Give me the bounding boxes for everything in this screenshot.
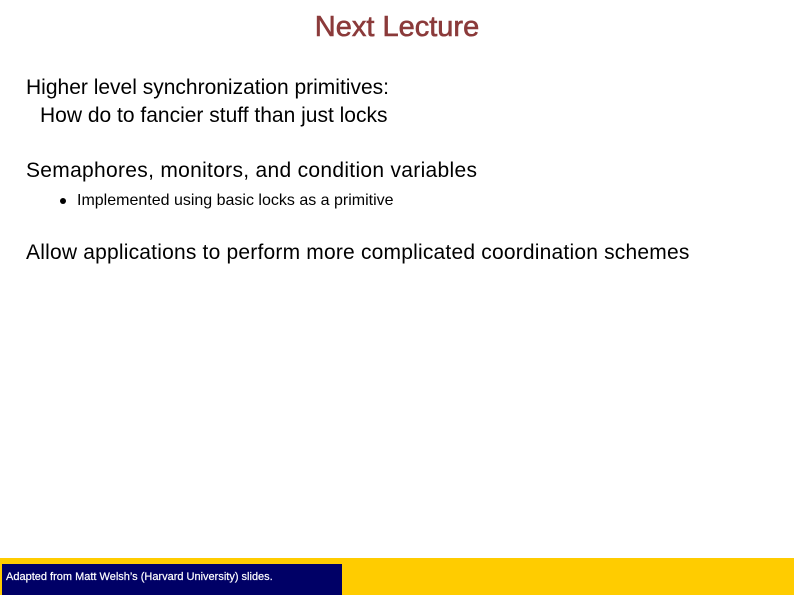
bullet-dot-icon bbox=[60, 198, 66, 204]
body-line-primitives: Higher level synchronization primitives: bbox=[26, 76, 389, 99]
slide-title: Next Lecture bbox=[314, 11, 480, 43]
footer-credit: Adapted from Matt Welsh’s (Harvard University) slides. bbox=[6, 571, 273, 583]
sub-bullet bbox=[60, 190, 394, 212]
sub-bullet-text: Implemented using basic locks as a primitive bbox=[77, 192, 394, 209]
body-line-fancier-stuff: How do to fancier stuff than just locks bbox=[40, 104, 388, 127]
body-line-semaphores: Semaphores, monitors, and condition variables bbox=[26, 159, 478, 182]
body-line-coordination: Allow applications to perform more complicated coordination schemes bbox=[26, 241, 690, 264]
